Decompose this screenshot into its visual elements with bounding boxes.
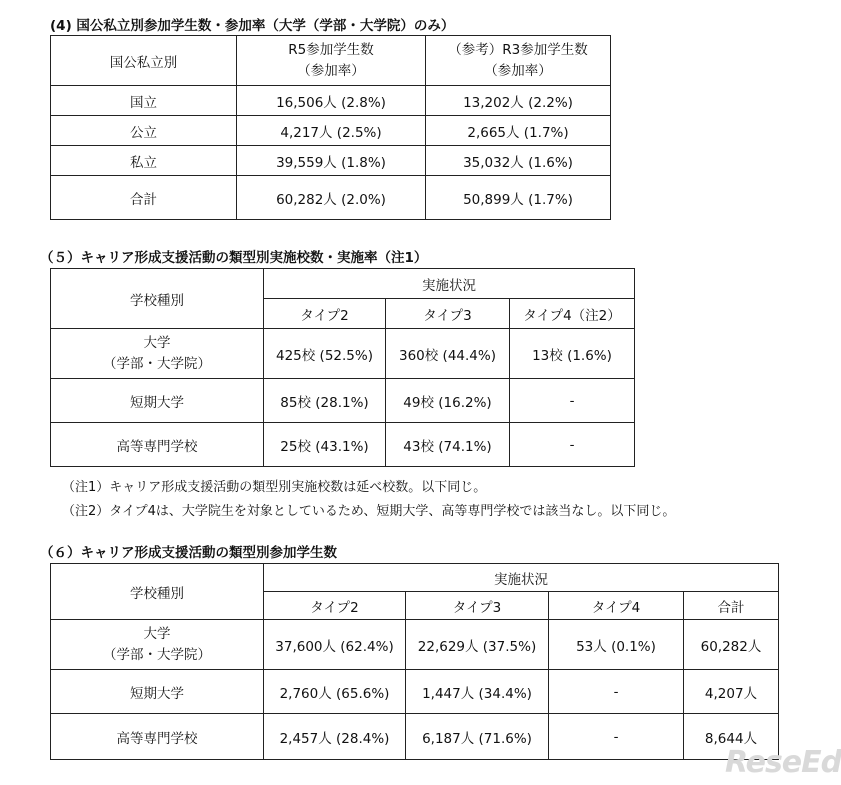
row-label: 短期大学 (51, 379, 264, 423)
type4-value: - (510, 423, 635, 467)
type3-value: 49校 (16.2%) (386, 379, 510, 423)
table-header-row (51, 269, 635, 299)
row-label: 合計 (51, 176, 237, 220)
type2-value: 37,600人 (62.4%) (264, 620, 406, 670)
row-label: 公立 (51, 116, 237, 146)
total-value: 60,282人 (684, 620, 779, 670)
total-value: 8,644人 (684, 714, 779, 760)
header-type4: タイプ4（注2） (510, 299, 635, 329)
section4-table (50, 35, 611, 220)
row-label: 国立 (51, 86, 237, 116)
header-school-type: 学校種別 (51, 564, 264, 620)
table-header-row (51, 564, 779, 592)
r3-value: 13,202人 (2.2%) (426, 86, 611, 116)
type2-value: 25校 (43.1%) (264, 423, 386, 467)
section5-table (50, 268, 635, 467)
type4-value: - (549, 714, 684, 760)
r5-value: 16,506人 (2.8%) (237, 86, 426, 116)
type4-value: - (549, 670, 684, 714)
table-row (51, 86, 611, 116)
row-label: 大学 （学部・大学院） (51, 620, 264, 670)
r5-value: 60,282人 (2.0%) (237, 176, 426, 220)
section6-table (50, 563, 779, 760)
type2-value: 425校 (52.5%) (264, 329, 386, 379)
row-label: 私立 (51, 146, 237, 176)
header-r5: R5参加学生数 （参加率） (237, 36, 426, 86)
table-row (51, 423, 635, 467)
row-label: 大学 （学部・大学院） (51, 329, 264, 379)
type2-value: 85校 (28.1%) (264, 379, 386, 423)
table-header-row (51, 36, 611, 86)
section5-title: （５）キャリア形成支援活動の類型別実施校数・実施率（注1） (40, 250, 428, 266)
type2-value: 2,760人 (65.6%) (264, 670, 406, 714)
footnote-1: （注1）キャリア形成支援活動の類型別実施校数は延べ校数。以下同じ。 (62, 480, 487, 495)
type3-value: 1,447人 (34.4%) (406, 670, 549, 714)
header-total: 合計 (684, 592, 779, 620)
type3-value: 43校 (74.1%) (386, 423, 510, 467)
table-row (51, 116, 611, 146)
row-label: 高等専門学校 (51, 714, 264, 760)
row-label: 高等専門学校 (51, 423, 264, 467)
type2-value: 2,457人 (28.4%) (264, 714, 406, 760)
type3-value: 360校 (44.4%) (386, 329, 510, 379)
table-row (51, 379, 635, 423)
row-label: 短期大学 (51, 670, 264, 714)
r5-value: 4,217人 (2.5%) (237, 116, 426, 146)
header-category: 国公私立別 (51, 36, 237, 86)
resed-watermark-logo: ReseEd (725, 745, 841, 780)
header-type3: タイプ3 (406, 592, 549, 620)
table-row (51, 670, 779, 714)
type4-value: 53人 (0.1%) (549, 620, 684, 670)
header-type2: タイプ2 (264, 299, 386, 329)
table-row (51, 146, 611, 176)
header-status: 実施状況 (264, 564, 779, 592)
type4-value: - (510, 379, 635, 423)
section6-title: （６）キャリア形成支援活動の類型別参加学生数 (40, 545, 337, 561)
table-row (51, 620, 779, 670)
table-row-total (51, 176, 611, 220)
header-type3: タイプ3 (386, 299, 510, 329)
type4-value: 13校 (1.6%) (510, 329, 635, 379)
section4-title: (4) 国公私立別参加学生数・参加率（大学（学部・大学院）のみ） (50, 18, 455, 34)
header-type2: タイプ2 (264, 592, 406, 620)
type3-value: 6,187人 (71.6%) (406, 714, 549, 760)
header-type4: タイプ4 (549, 592, 684, 620)
table-row (51, 329, 635, 379)
total-value: 4,207人 (684, 670, 779, 714)
header-status: 実施状況 (264, 269, 635, 299)
r3-value: 35,032人 (1.6%) (426, 146, 611, 176)
r5-value: 39,559人 (1.8%) (237, 146, 426, 176)
type3-value: 22,629人 (37.5%) (406, 620, 549, 670)
header-school-type: 学校種別 (51, 269, 264, 329)
r3-value: 50,899人 (1.7%) (426, 176, 611, 220)
header-r3: （参考）R3参加学生数 （参加率） (426, 36, 611, 86)
table-row (51, 714, 779, 760)
r3-value: 2,665人 (1.7%) (426, 116, 611, 146)
footnote-2: （注2）タイプ4は、大学院生を対象としているため、短期大学、高等専門学校では該当なし。以下同じ。 (62, 504, 676, 519)
